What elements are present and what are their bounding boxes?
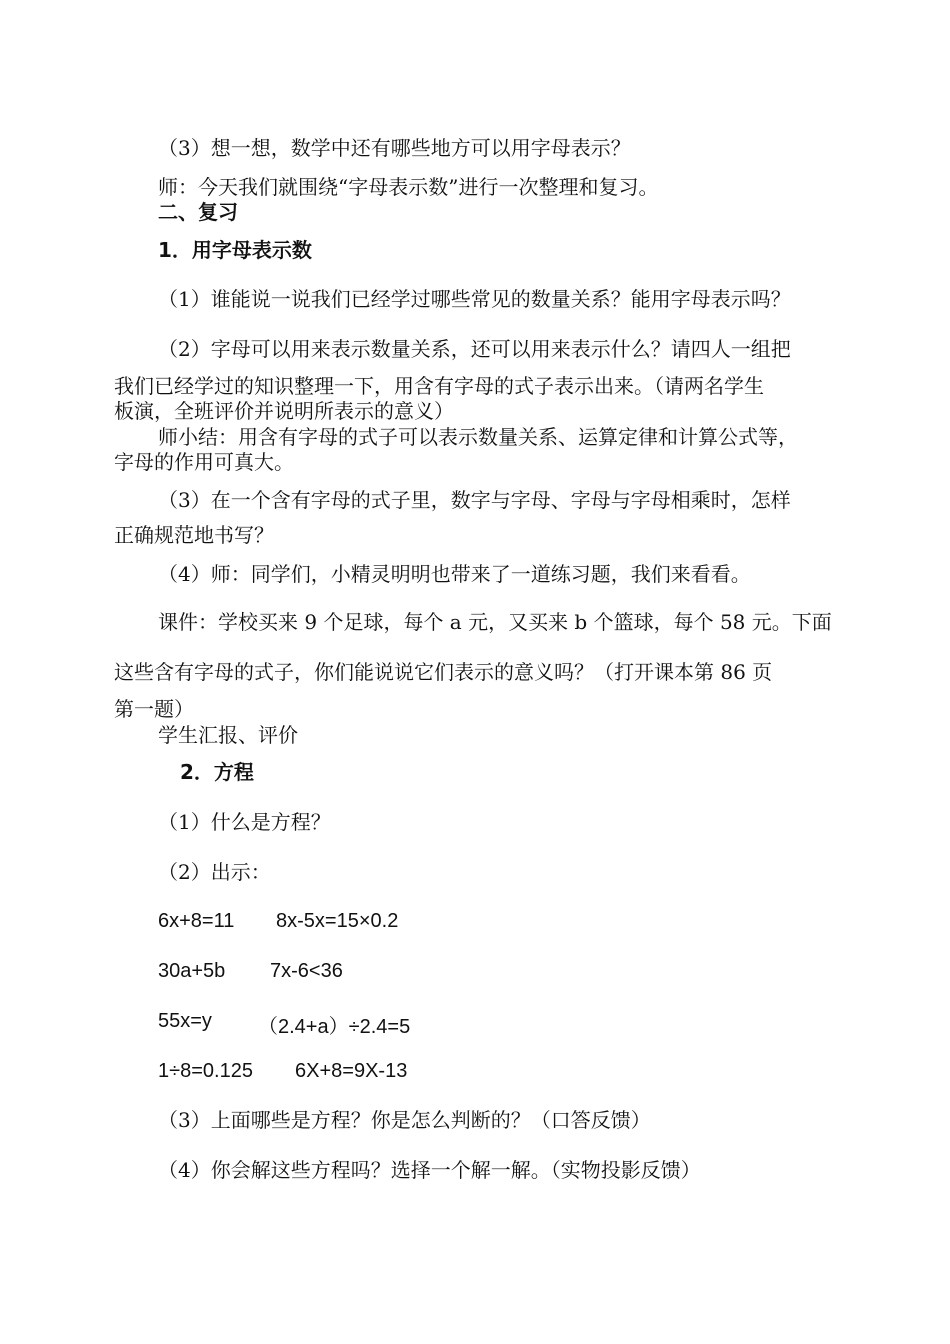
text-line: （4）师：同学们，小精灵明明也带来了一道练习题，我们来看看。	[158, 562, 751, 586]
text-line: （3）上面哪些是方程？你是怎么判断的？（口答反馈）	[158, 1108, 651, 1132]
text-line: 师：今天我们就围绕“字母表示数”进行一次整理和复习。	[158, 175, 659, 199]
equation: 6X+8=9X-13	[295, 1060, 408, 1082]
text-line: （1）谁能说一说我们已经学过哪些常见的数量关系？能用字母表示吗？	[158, 287, 791, 311]
text-line: 我们已经学过的知识整理一下，用含有字母的式子表示出来。（请两名学生	[114, 374, 764, 398]
section-heading: 二、复习	[158, 200, 238, 224]
text-line: （1）什么是方程？	[158, 810, 331, 834]
equation: 6x+8=11	[158, 910, 235, 932]
text-line: 这些含有字母的式子，你们能说说它们表示的意义吗？（打开课本第 86 页	[114, 660, 773, 684]
text-line: 第一题）	[114, 697, 194, 721]
equation: 8x-5x=15×0.2	[276, 910, 399, 932]
equation: 1÷8=0.125	[158, 1060, 253, 1082]
equation: 55x=y	[158, 1010, 212, 1032]
text-line: 字母的作用可真大。	[114, 450, 294, 474]
subsection-heading: 1．用字母表示数	[158, 238, 312, 262]
text-line: 板演，全班评价并说明所表示的意义）	[114, 399, 454, 423]
equation: 7x-6<36	[270, 960, 343, 982]
text-line: 课件：学校买来 9 个足球，每个 a 元，又买来 b 个篮球，每个 58 元。下面	[158, 610, 832, 634]
equation: （2.4+a）÷2.4=5	[258, 1016, 411, 1038]
text-line: （3）在一个含有字母的式子里，数字与字母、字母与字母相乘时，怎样	[158, 488, 791, 512]
subsection-heading: 2．方程	[180, 760, 254, 784]
text-line: （4）你会解这些方程吗？选择一个解一解。（实物投影反馈）	[158, 1158, 701, 1182]
equation: 30a+5b	[158, 960, 226, 982]
text-line: 师小结：用含有字母的式子可以表示数量关系、运算定律和计算公式等，	[158, 425, 798, 449]
text-line: （2）字母可以用来表示数量关系，还可以用来表示什么？请四人一组把	[158, 337, 791, 361]
text-line: （3）想一想，数学中还有哪些地方可以用字母表示？	[158, 136, 631, 160]
text-line: （2）出示：	[158, 860, 271, 884]
text-line: 正确规范地书写？	[114, 523, 274, 547]
text-line: 学生汇报、评价	[158, 723, 298, 747]
